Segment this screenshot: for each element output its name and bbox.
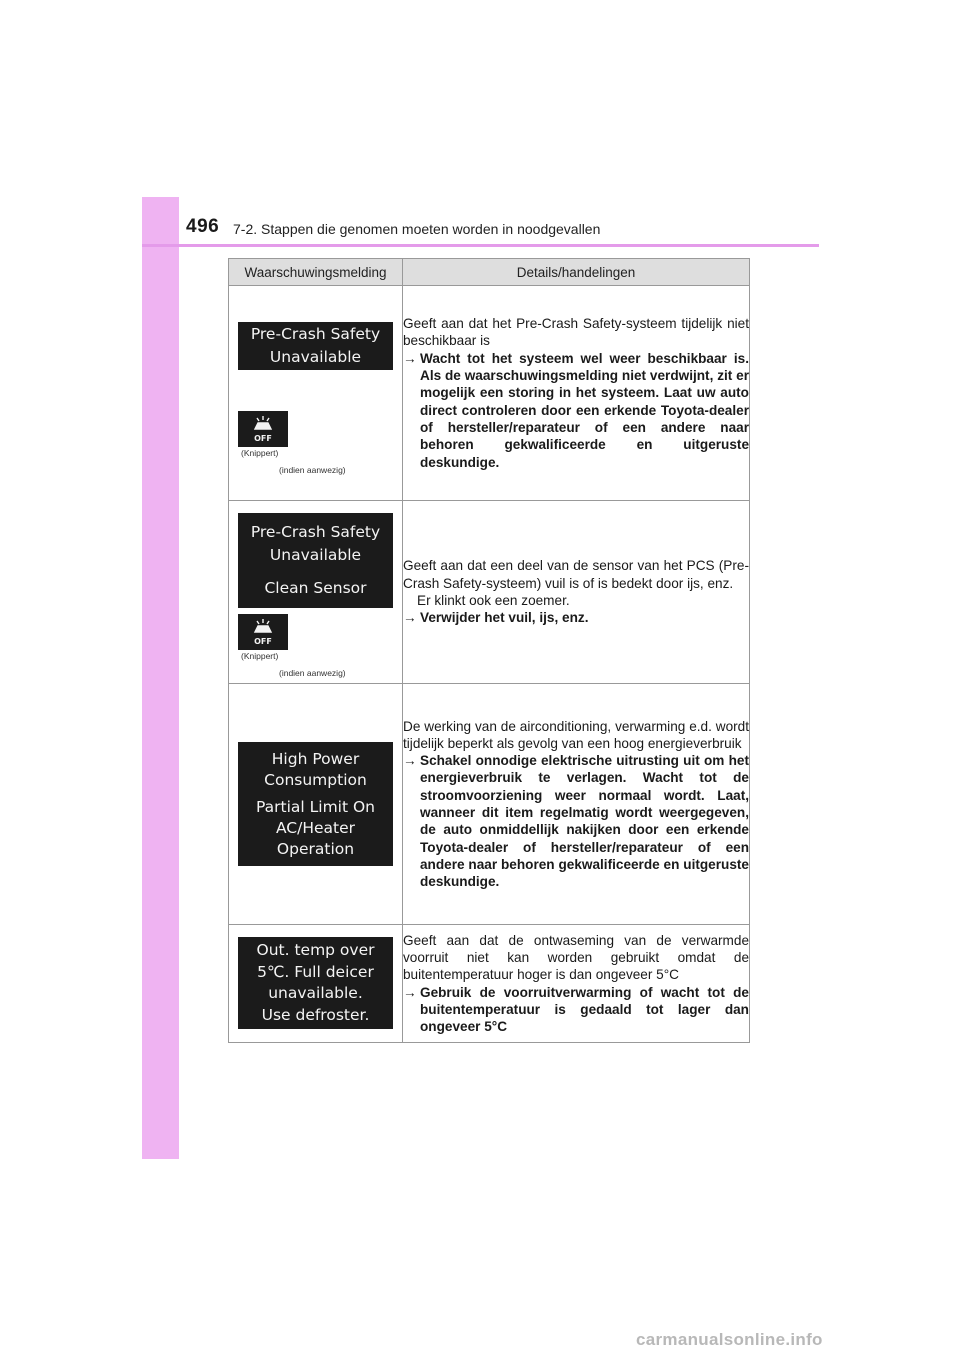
arrow-icon: → [403, 984, 417, 1000]
pcs-off-icon [238, 411, 288, 447]
display-line: Operation [276, 839, 355, 858]
warning-cell [229, 925, 403, 1043]
warning-cell [229, 286, 403, 501]
table-row [229, 684, 750, 925]
arrow-icon: → [403, 350, 417, 366]
display-line: Use defroster. [261, 1005, 370, 1024]
if-equipped-note: (indien aanwezig) [279, 465, 346, 475]
display-line: Unavailable [269, 348, 362, 366]
display-line: Unavailable [269, 546, 362, 564]
if-equipped-note: (indien aanwezig) [279, 668, 346, 678]
description: Geeft aan dat het Pre-Crash Safety-systeem tijdelijk niet beschikbaar is [403, 316, 749, 349]
extra-note: Er klinkt ook een zoemer. [417, 593, 570, 608]
table-row [229, 925, 750, 1043]
warning-display [238, 742, 393, 866]
display-line: Pre-Crash Safety [250, 523, 381, 541]
page-number: 496 [186, 216, 220, 237]
warning-display [238, 937, 393, 1029]
description: De werking van de airconditioning, verwarming e.d. wordt tijdelijk beperkt als gevolg van een hoog energieverbruik [403, 718, 749, 751]
svg-text:OFF: OFF [254, 434, 272, 443]
display-line: High Power [271, 749, 360, 768]
pcs-off-icon [238, 614, 288, 650]
action-instruction [403, 609, 749, 626]
details-cell [403, 286, 750, 501]
display-line: Out. temp over [256, 941, 375, 959]
display-line: Partial Limit On [255, 797, 375, 816]
svg-text:OFF: OFF [254, 637, 272, 646]
warning-table [228, 258, 750, 1043]
warning-cell [229, 501, 403, 684]
action-text: Gebruik de voorruitverwarming of wacht tot de buitentemperatuur is gedaald tot lager dan ongeveer 5°C [420, 984, 749, 1035]
arrow-icon: → [403, 610, 417, 626]
action-instruction [403, 984, 749, 1036]
warning-display [238, 513, 393, 608]
display-line: Clean Sensor [264, 579, 367, 597]
display-line: 5℃. Full deicer [257, 962, 374, 981]
action-instruction [403, 350, 749, 471]
description: Geeft aan dat een deel van de sensor van het PCS (Pre-Crash Safety-systeem) vuil is of is bedekt door ijs, enz. [403, 558, 749, 591]
display-line: unavailable. [268, 984, 363, 1002]
warning-cell [229, 684, 403, 925]
action-instruction [403, 752, 749, 890]
table-row [229, 286, 750, 501]
blink-label: (Knippert) [241, 448, 279, 458]
section-title: 7-2. Stappen die genomen moeten worden in noodgevallen [233, 221, 601, 237]
warning-display [238, 322, 393, 370]
table-header-row [229, 259, 750, 286]
action-text: Schakel onnodige elektrische uitrusting uit om het energieverbruik te verlagen. Wacht tot de stroomvoorziening weer normaal wordt. Laat, wanneer dit item regelmatig wordt weergegeven, de auto onmiddellijk nakijken door een erkende Toyota-dealer of hersteller/reparateur of een andere naar behoren gekwalificeerde en uitgeruste deskundige. [420, 753, 749, 890]
display-line: Pre-Crash Safety [250, 325, 381, 343]
arrow-icon: → [403, 753, 417, 769]
details-cell [403, 925, 750, 1043]
display-line: AC/Heater [275, 818, 356, 837]
action-text: Wacht tot het systeem wel weer beschikbaar is. Als de waarschuwingsmelding niet verdwijnt, zit er mogelijk een storing in het systeem. Laat uw auto direct controleren door een erkende Toyota-dealer of hersteller/reparateur of een andere naar behoren gekwalificeerde en uitgeruste deskundige. [420, 350, 749, 470]
action-text: Verwijder het vuil, ijs, enz. [420, 610, 589, 626]
description: Geeft aan dat de ontwaseming van de verwarmde voorruit niet kan worden gebruikt omdat de buitentemperatuur hoger is dan ongeveer 5°C [403, 932, 749, 983]
display-line: Consumption [264, 770, 367, 789]
watermark: carmanualsonline.info [636, 1330, 823, 1349]
details-cell [403, 684, 750, 925]
details-cell [403, 501, 750, 684]
chapter-side-tab [142, 197, 179, 1159]
blink-label: (Knippert) [241, 651, 279, 661]
table-row [229, 501, 750, 684]
header-rule [142, 244, 819, 247]
column-header-warning: Waarschuwingsmelding [229, 259, 403, 286]
column-header-details: Details/handelingen [403, 259, 750, 286]
